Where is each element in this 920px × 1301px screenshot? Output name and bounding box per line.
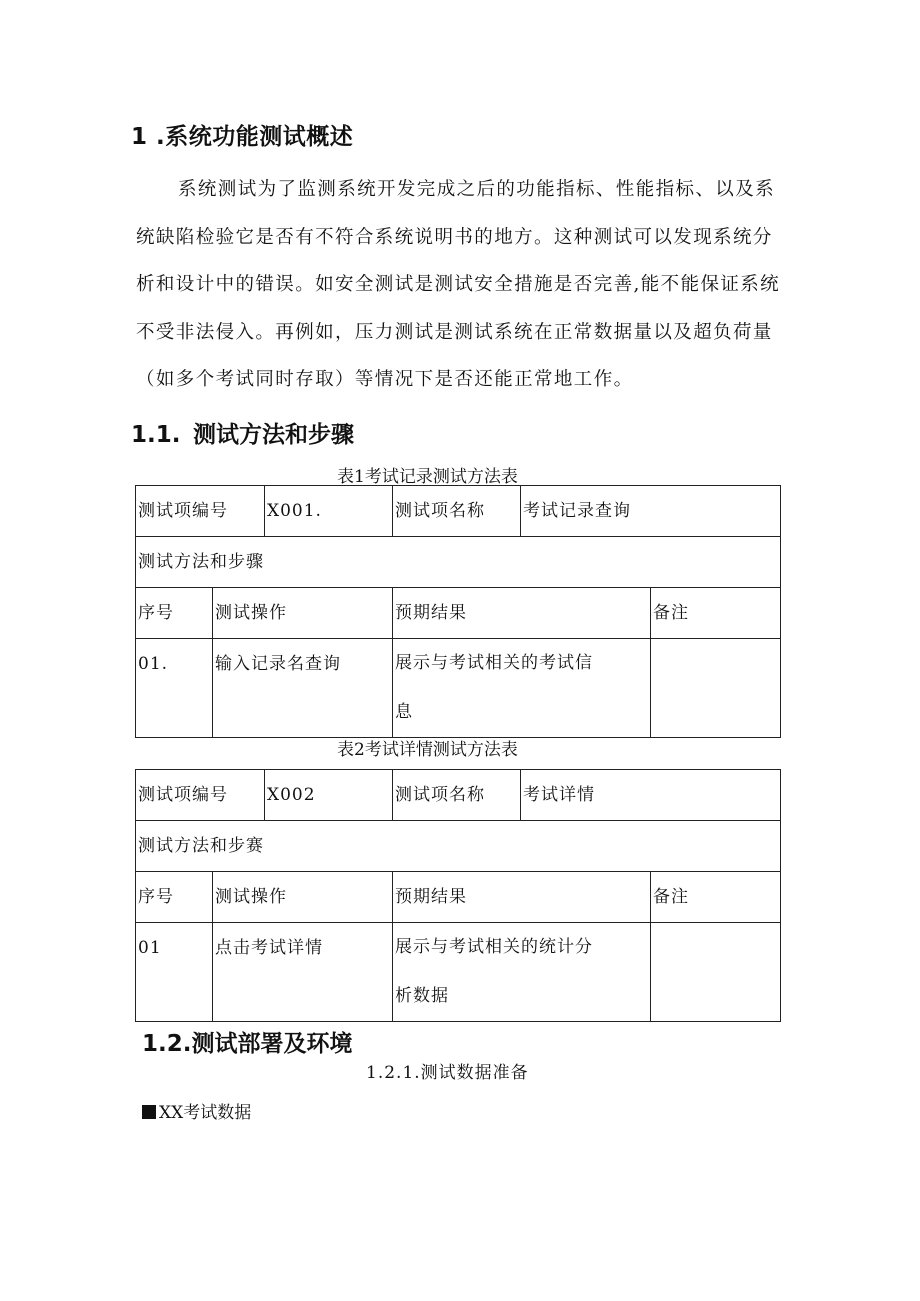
paragraph-line-1: 系统测试为了监测系统开发完成之后的功能指标、性能指标、以及系	[178, 179, 776, 200]
table-2	[135, 769, 781, 1022]
t1-id-label: 测试项编号	[136, 486, 265, 537]
t1-row-expected-line-2: 息	[395, 702, 413, 722]
table-1-caption: 表1考试记录测试方法表	[337, 467, 518, 487]
bullet-item	[142, 1098, 251, 1123]
t2-name-label: 测试项名称	[393, 770, 521, 821]
t1-row-note	[651, 639, 781, 738]
t1-row-operation: 输入记录名查询	[213, 639, 393, 738]
t2-method-label: 测试方法和步赛	[136, 821, 781, 872]
t2-row-operation: 点击考试详情	[213, 923, 393, 1022]
t1-row-seq: 01.	[136, 639, 213, 738]
section-1-1-title: 测试方法和步骤	[193, 422, 354, 448]
section-1-1-heading	[131, 416, 354, 449]
table-1	[135, 485, 781, 738]
t2-header-operation: 测试操作	[213, 872, 393, 923]
t1-row-expected-line-1: 展示与考试相关的考试信	[395, 653, 593, 673]
t2-id-value: X002	[265, 770, 393, 821]
table-2-caption: 表2考试详情测试方法表	[337, 740, 518, 760]
section-1-paragraph	[136, 166, 796, 404]
section-1-1-number: 1.1.	[131, 422, 181, 448]
section-1-2-1-heading: 1.2.1.测试数据准备	[366, 1063, 529, 1083]
t2-row-note	[651, 923, 781, 1022]
t2-row-expected-line-1: 展示与考试相关的统计分	[395, 937, 593, 957]
section-1-2-heading: 1.2.测试部署及环境	[142, 1031, 353, 1057]
t2-row-expected-line-2: 析数据	[395, 986, 449, 1006]
t2-name-value: 考试详情	[521, 770, 781, 821]
t1-row-expected	[393, 639, 651, 738]
t1-header-expected: 预期结果	[393, 588, 651, 639]
t2-row-seq: 01	[136, 923, 213, 1022]
t2-header-seq: 序号	[136, 872, 213, 923]
paragraph-line-4: 不受非法侵入。再例如，压力测试是测试系统在正常数据量以及超负荷量	[136, 321, 773, 343]
bullet-text: XX考试数据	[159, 1103, 252, 1123]
t2-id-label: 测试项编号	[136, 770, 265, 821]
paragraph-line-5: （如多个考试同时存取）等情况下是否还能正常地工作。	[136, 369, 634, 390]
t1-header-operation: 测试操作	[213, 588, 393, 639]
paragraph-line-3: 析和设计中的错误。如安全测试是测试安全措施是否完善,能不能保证系统	[136, 274, 781, 295]
t1-name-label: 测试项名称	[393, 486, 521, 537]
t1-name-value: 考试记录查询	[521, 486, 781, 537]
t1-header-note: 备注	[651, 588, 781, 639]
t1-method-label: 测试方法和步骤	[136, 537, 781, 588]
t1-id-value: X001.	[265, 486, 393, 537]
t2-row-expected	[393, 923, 651, 1022]
t2-header-expected: 预期结果	[393, 872, 651, 923]
paragraph-line-2: 统缺陷检验它是否有不符合系统说明书的地方。这种测试可以发现系统分	[136, 226, 773, 248]
t1-header-seq: 序号	[136, 588, 213, 639]
t2-header-note: 备注	[651, 872, 781, 923]
square-bullet-icon	[142, 1105, 156, 1119]
section-1-heading: 1 .系统功能测试概述	[131, 124, 354, 150]
